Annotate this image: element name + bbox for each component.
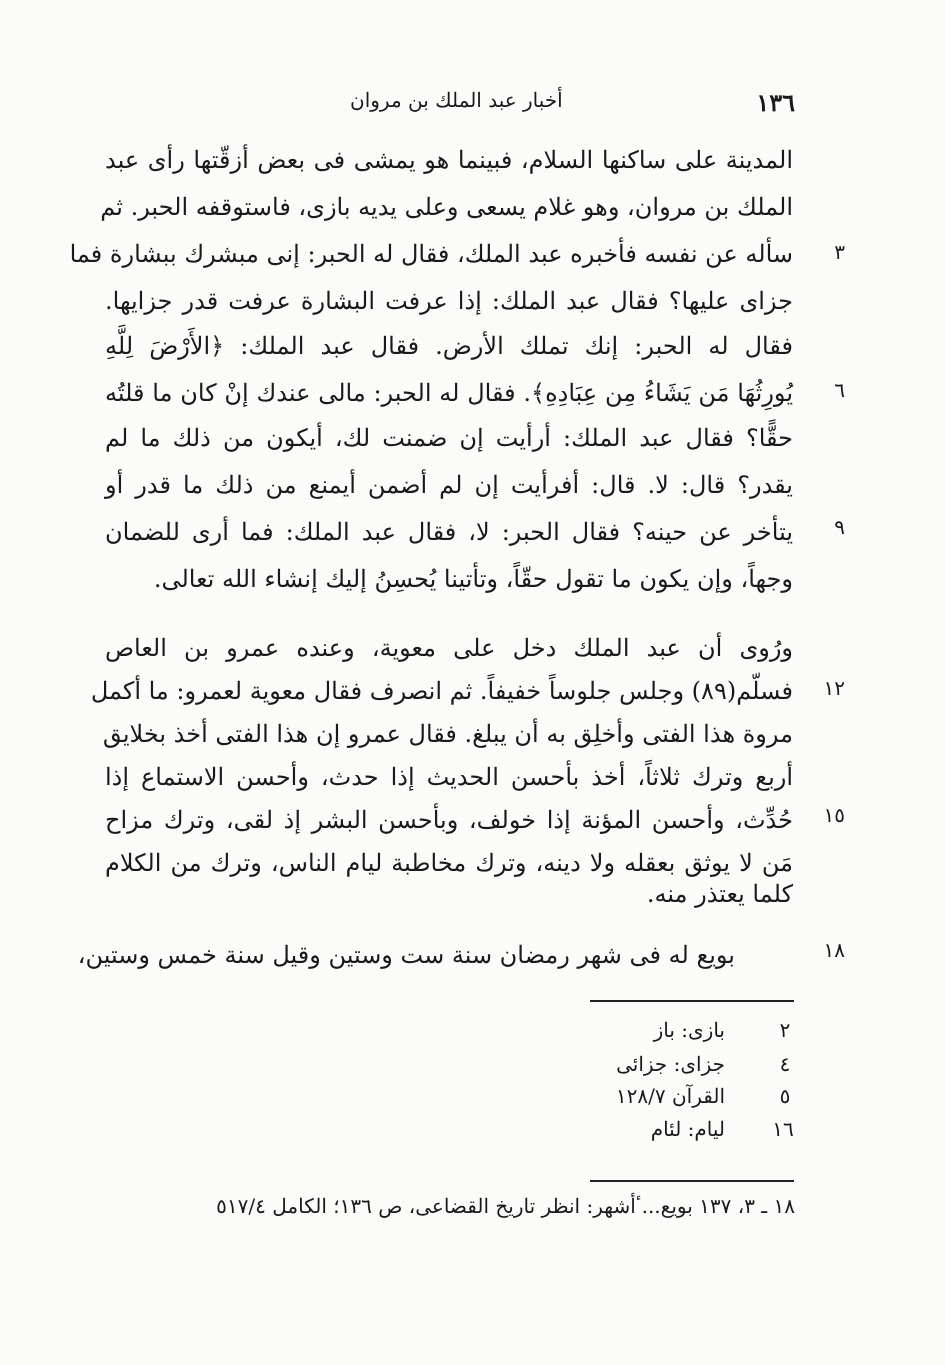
footnote-text: ليام: لئام	[650, 1117, 725, 1141]
source-note: ١٨ ـ ٣، ١٣٧ بويع...ٴأشهر: انظر تاريخ القضاعى، ص ١٣٦؛ الكامل ٥١٧/٤	[216, 1194, 795, 1218]
footnote-number: ٥	[779, 1084, 791, 1108]
text-line: كلما يعتذر منه.	[646, 880, 793, 908]
text-line: يقدر؟ قال: لا. قال: أفرأيت إن لم أضمن أيمنع من ذلك ما قدر أو	[105, 471, 793, 499]
margin-line-number: ٩	[834, 515, 845, 539]
footnote-number: ١٦	[772, 1117, 794, 1141]
footnote-rule	[590, 1000, 794, 1002]
footnote-text: بازى: باز	[653, 1018, 725, 1042]
text-line: ورُوى أن عبد الملك دخل على معوية، وعنده عمرو بن العاص	[105, 634, 793, 662]
text-line: فسلّم(٨٩) وجلس جلوساً خفيفاً. ثم انصرف فقال معوية لعمرو: ما أكمل	[90, 677, 793, 705]
text-line: وجهاً، وإن يكون ما تقول حقّاً، وتأتينا يُحسِنُ إليك إنشاء الله تعالى.	[153, 565, 793, 593]
text-line: حقًّا؟ فقال عبد الملك: أرأيت إن ضمنت لك، أيكون من ذلك ما لم	[105, 424, 793, 452]
text-line: أربع وترك ثلاثاً، أخذ بأحسن الحديث إذا حدث، وأحسن الاستماع إذا	[105, 763, 793, 791]
text-line: يُورِثُهَا مَن يَشَاءُ مِن عِبَادِهِ﴾. فقال له الحبر: مالى عندك إنْ كان ما قلتُه	[105, 379, 793, 407]
running-title: أخبار عبد الملك بن مروان	[350, 88, 563, 112]
source-rule	[590, 1180, 794, 1182]
text-line: فقال له الحبر: إنك تملك الأرض. فقال عبد الملك: ﴿الأَرْضَ لِلَّهِ	[105, 332, 793, 360]
text-line: بويع له فى شهر رمضان سنة ست وستين وقيل سنة خمس وستين،	[77, 941, 735, 969]
text-line: سأله عن نفسه فأخبره عبد الملك، فقال له الحبر: إنى مبشرك ببشارة فما	[69, 240, 793, 268]
text-line: مروة هذا الفتى وأخلِق به أن يبلغ. فقال عمرو إن هذا الفتى أخذ بخلايق	[102, 720, 793, 748]
footnote-number: ٤	[779, 1052, 791, 1076]
page-number: ١٣٦	[756, 88, 795, 117]
text-line: جزاى عليها؟ فقال عبد الملك: إذا عرفت البشارة عرفت قدر جزايها.	[105, 287, 793, 315]
text-line: مَن لا يوثق بعقله ولا دينه، وترك مخاطبة ليام الناس، وترك من الكلام	[105, 849, 793, 877]
footnote-number: ٢	[779, 1018, 791, 1042]
margin-line-number: ٦	[834, 378, 845, 402]
text-line: الملك بن مروان، وهو غلام يسعى وعلى يديه بازى، فاستوقفه الحبر. ثم	[100, 193, 793, 221]
text-line: يتأخر عن حينه؟ فقال الحبر: لا، فقال عبد الملك: فما أرى للضمان	[105, 518, 793, 546]
text-line: حُدِّث، وأحسن المؤنة إذا خولف، وبأحسن البشر إذ لقى، وترك مزاح	[105, 806, 793, 834]
footnote-text: جزاى: جزائى	[616, 1052, 725, 1076]
margin-line-number: ٣	[834, 240, 845, 264]
margin-line-number: ١٢	[823, 676, 845, 700]
margin-line-number: ١٨	[823, 938, 845, 962]
margin-line-number: ١٥	[823, 803, 845, 827]
text-line: المدينة على ساكنها السلام، فبينما هو يمشى فى بعض أزقّتها رأى عبد	[105, 146, 793, 174]
footnote-text: القرآن ١٢٨/٧	[615, 1084, 725, 1108]
